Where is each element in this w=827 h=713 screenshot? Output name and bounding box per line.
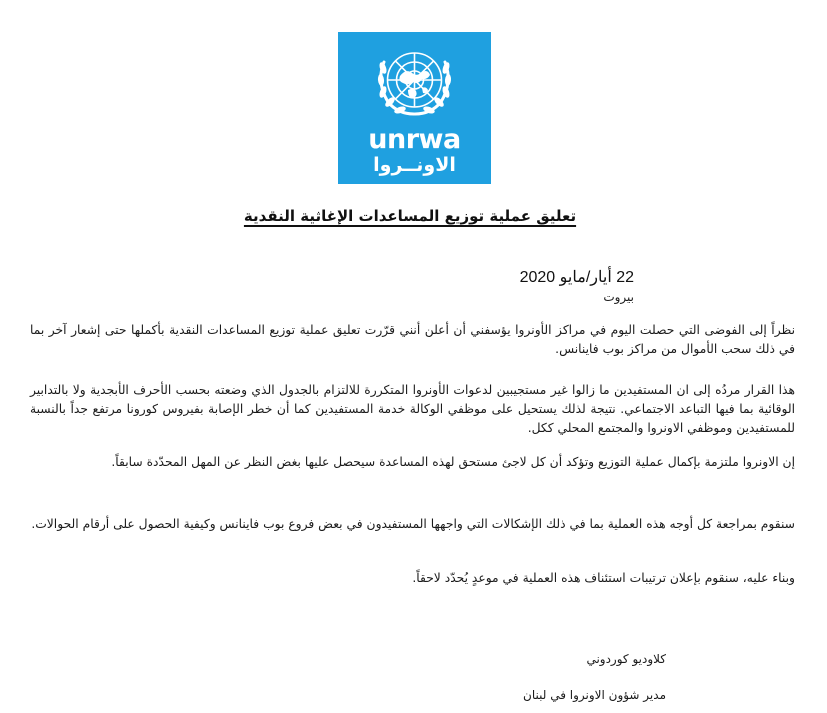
document-place: بيروت xyxy=(603,290,634,304)
paragraph: إن الاونروا ملتزمة بإكمال عملية التوزيع وتؤكد أن كل لاجئ مستحق لهذه المساعدة سيحصل عليها بغض النظر عن المهل المحدّدة سابقاً. xyxy=(111,455,795,469)
logo-arabic-text: الاونــروا xyxy=(373,154,456,176)
paragraph: نظراً إلى الفوضى التي حصلت اليوم في مراكز الأونروا يؤسفني أن أعلن أنني قرّرت تعليق عملية توزيع المساعدات النقدية بأكملها حتى إشعار آخر بما في ذلك سحب الأموال من مراكز بوب فاينانس. xyxy=(30,323,795,356)
signatory-role: مدير شؤون الاونروا في لبنان xyxy=(523,688,666,702)
signatory-name: كلاوديو كوردوني xyxy=(586,652,666,666)
logo-latin-text: unrwa xyxy=(368,124,461,155)
paragraph: وبناء عليه، سنقوم بإعلان ترتيبات استئناف هذه العملية في موعدٍ يُحدّد لاحقاً. xyxy=(412,571,795,585)
document-title xyxy=(200,206,620,226)
un-emblem-icon xyxy=(338,32,491,132)
paragraph: هذا القرار مردُه إلى ان المستفيدين ما زالوا غير مستجيبين لدعوات الأونروا المتكررة للالتزام بالجدول الذي وضعته بحسب الأحرف الأبجدية ولا بالتدابير الوقائية بما فيها التباعد الاجتماعي. نتيجة لذلك يستحيل على موظفي الوكالة خدمة المستفيدين كما أن خطر الإصابة بفيروس كورونا مرتفع جداً بالنسبة للمستفيدين وموظفي الاونروا والمجتمع المحلي ككل. xyxy=(30,383,795,435)
unrwa-logo xyxy=(338,32,491,184)
document-title-text: تعليق عملية توزيع المساعدات الإغاثية النقدية xyxy=(243,207,577,225)
document-date: 22 أيار/مايو 2020 xyxy=(519,269,634,286)
paragraph: سنقوم بمراجعة كل أوجه هذه العملية بما في ذلك الإشكالات التي واجهها المستفيدون في بعض فروع بوب فاينانس وكيفية الحصول على أرقام الحوالات. xyxy=(31,517,795,531)
